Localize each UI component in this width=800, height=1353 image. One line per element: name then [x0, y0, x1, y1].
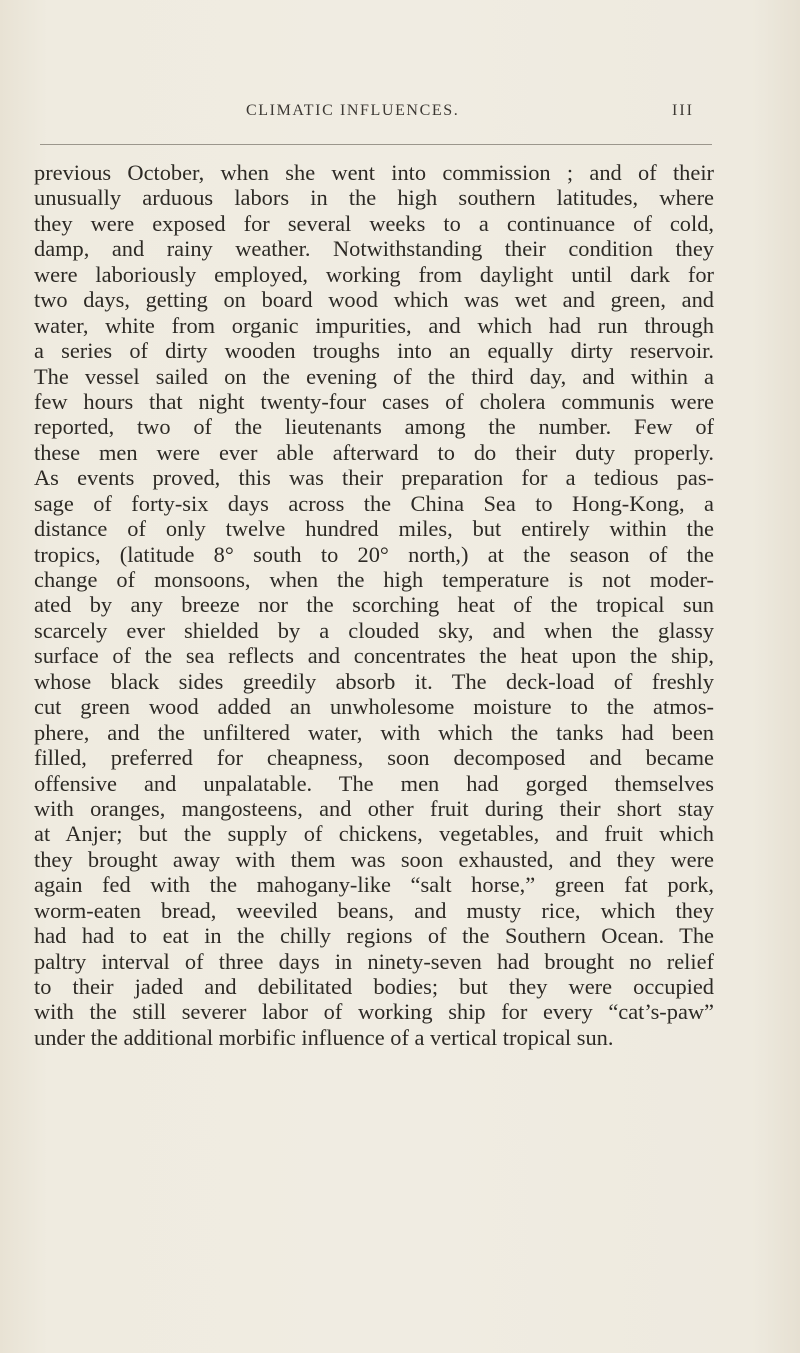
text-line: distance of only twelve hundred miles, but entirely within the [34, 516, 714, 542]
text-line: cut green wood added an unwholesome moisture to the atmos- [34, 694, 714, 720]
text-line: damp, and rainy weather. Notwithstanding their condition they [34, 236, 714, 262]
text-line: filled, preferred for cheapness, soon decomposed and became [34, 745, 714, 771]
header-rule [40, 144, 712, 145]
running-head-title: CLIMATIC INFLUENCES. [246, 102, 460, 119]
text-line: previous October, when she went into commission ; and of their [34, 160, 714, 185]
text-line: The vessel sailed on the evening of the third day, and within a [34, 363, 714, 389]
text-line: phere, and the unfiltered water, with which the tanks had been [34, 719, 714, 745]
text-line: two days, getting on board wood which was wet and green, and [34, 287, 714, 313]
text-line: to their jaded and debilitated bodies; but they were occupied [34, 974, 714, 999]
text-line-last: under the additional morbific influence of a vertical tropical sun. [34, 1024, 614, 1050]
text-line: with the still severer labor of working ship for every “cat’s-paw” [34, 999, 714, 1025]
text-line: As events proved, this was their preparation for a tedious pas- [34, 465, 714, 491]
text-line: surface of the sea reflects and concentrates the heat upon the ship, [34, 643, 714, 669]
text-line: these men were ever able afterward to do their duty properly. [34, 439, 714, 465]
text-line: offensive and unpalatable. The men had gorged themselves [34, 770, 714, 796]
text-line: they were exposed for several weeks to a continuance of cold, [34, 210, 714, 236]
text-line: change of monsoons, when the high temperature is not moder- [34, 567, 714, 592]
body-text [34, 160, 714, 1050]
text-line: ated by any breeze nor the scorching heat of the tropical sun [34, 592, 714, 618]
text-line: worm-eaten bread, weeviled beans, and musty rice, which they [34, 897, 714, 923]
text-line: unusually arduous labors in the high southern latitudes, where [34, 185, 714, 211]
text-line: reported, two of the lieutenants among the number. Few of [34, 414, 714, 440]
text-line: whose black sides greedily absorb it. The deck-load of freshly [34, 668, 714, 694]
text-line: scarcely ever shielded by a clouded sky, and when the glassy [34, 617, 714, 643]
text-line: few hours that night twenty-four cases of cholera communis were [34, 388, 714, 414]
text-line: sage of forty-six days across the China Sea to Hong-Kong, a [34, 490, 714, 516]
text-line: at Anjer; but the supply of chickens, vegetables, and fruit which [34, 821, 714, 847]
text-line: with oranges, mangosteens, and other fruit during their short stay [34, 795, 714, 821]
text-line: again fed with the mahogany-like “salt horse,” green fat pork, [34, 872, 714, 898]
text-line: water, white from organic impurities, and which had run through [34, 312, 714, 338]
text-line: they brought away with them was soon exhausted, and they were [34, 846, 714, 872]
page-number: III [672, 102, 694, 119]
text-line: tropics, (latitude 8° south to 20° north,) at the season of the [34, 541, 714, 567]
text-line: paltry interval of three days in ninety-seven had brought no relief [34, 948, 714, 974]
text-line: a series of dirty wooden troughs into an equally dirty reservoir. [34, 338, 714, 364]
text-line: had had to eat in the chilly regions of the Southern Ocean. The [34, 923, 714, 949]
text-line: were laboriously employed, working from daylight until dark for [34, 261, 714, 287]
running-head [0, 102, 800, 126]
